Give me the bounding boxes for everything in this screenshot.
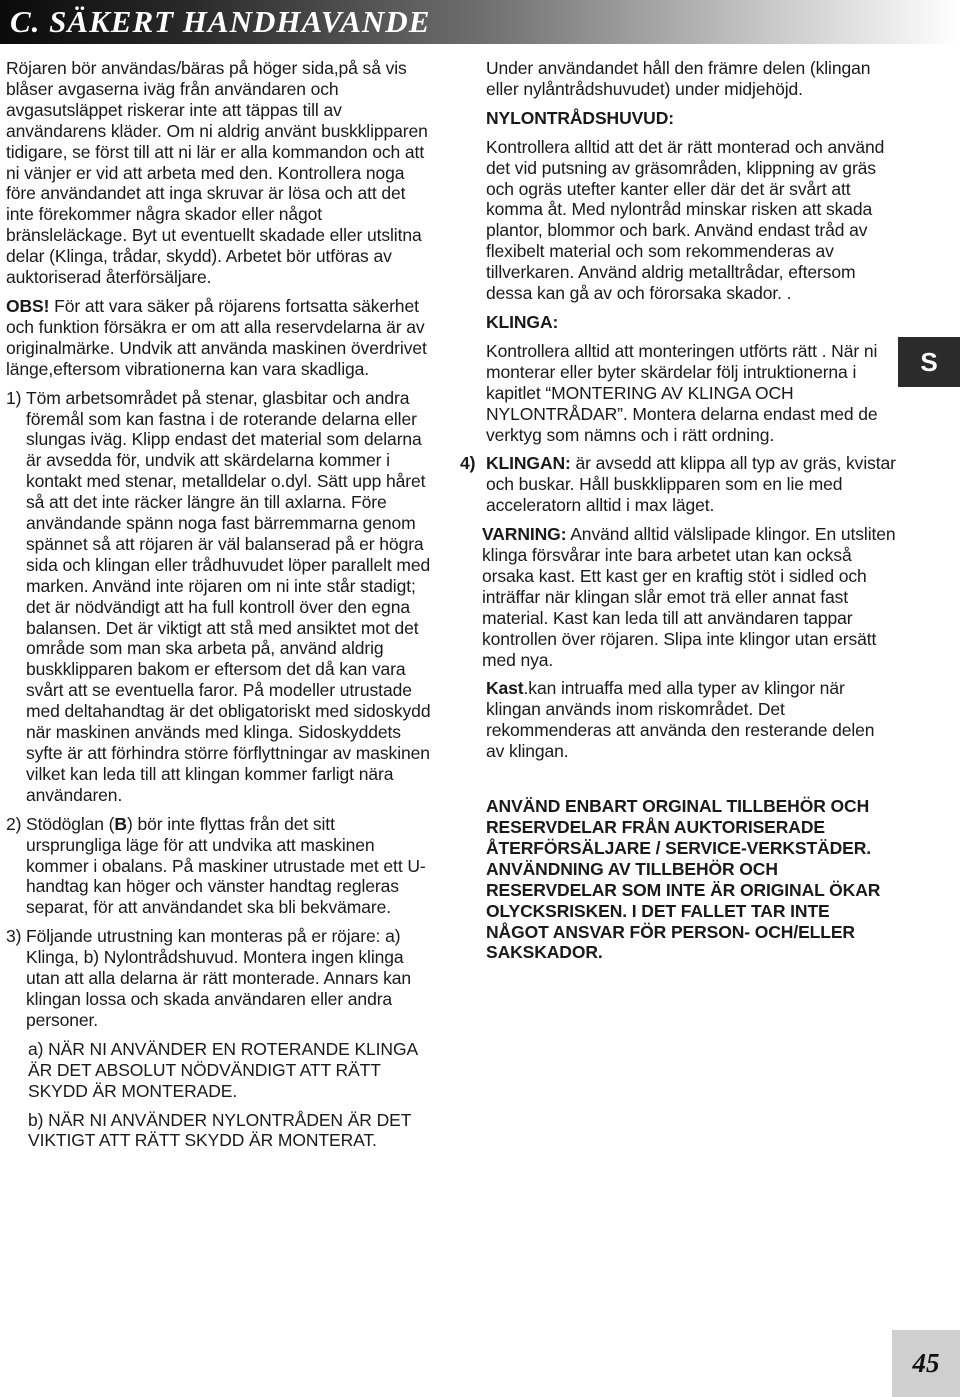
klinga-heading: KLINGA: — [486, 311, 559, 332]
language-tab: S — [898, 337, 960, 387]
list-item-1 — [6, 388, 434, 806]
varning-text: Använd alltid välslipade klingor. En utsliten klinga försvårar inte bara arbetet utan kan också orsaka kast. Ett kast ger en kraftig stöt i sidled och inträffar när klingan slår emot trä eller annat fast material. Kast kan leda till att användaren tappar kontrollen över röjaren. Slipa inte klingor utan ersätt med nya. — [482, 524, 896, 670]
final-warning: ANVÄND ENBART ORGINAL TILLBEHÖR OCH RESERVDELAR FRÅN AUKTORISERADE ÅTERFÖRSÄLJARE / SERVICE-VERKSTÄDER. ANVÄNDNING AV TILLBEHÖR OCH RESERVDELAR SOM INTE ÄR ORIGINAL ÖKAR OLYCKSRISKEN. I DET FALLET TAR INTE NÅGOT ANSVAR FÖR PERSON- OCH/ELLER SAKSKADOR. — [486, 796, 881, 963]
kast-text: .kan intruaffa med alla typer av klingor när klingan används inom riskområdet. Det rekommenderas att använda den resterande delen av klingan. — [486, 678, 875, 762]
left-column — [6, 58, 434, 1159]
obs-label: OBS! — [6, 295, 50, 316]
header-bar — [0, 0, 960, 44]
list-item-4 — [460, 453, 896, 516]
kast-label: Kast — [486, 678, 524, 699]
item2-pre: Stödöglan ( — [26, 813, 115, 834]
list-number: 3) — [6, 926, 22, 947]
nylon-head-heading: NYLONTRÅDSHUVUD: — [486, 107, 674, 128]
nylon-head-text: Kontrollera alltid att det är rätt monterad och använd det vid putsning av gräsområden, klippning av gräs och ogräs utefter kanter eller där det är svårt att komma åt. Med nylontråd minskar risken att skada plantor, blommor och bark. Använd endast tråd av flexibelt material och som rekommenderas av tillverkaren. Använd aldrig metalltrådar, eftersom dessa kan gå av och förorsaka skador. . — [486, 136, 885, 304]
list-item-text: Följande utrustning kan monteras på er röjare: a) Klinga, b) Nylontrådshuvud. Montera ingen klinga utan att alla delarna är rätt monterade. Annars kan klingan lossa och skada användaren eller andra personer. — [26, 926, 412, 1030]
varning-paragraph — [482, 524, 896, 670]
item2-post: ) bör inte flyttas från det sitt ursprungliga läge för att undvika att maskinen kommer i obalans. På maskiner utrustade met ett U-handtag kan höger och vänster handtag regleras separat, för att användandet ska bli bekvämare. — [26, 813, 426, 918]
obs-text: För att vara säker på röjarens fortsatta säkerhet och funktion försäkra er om att alla reservdelarna är av originalmärke. Undvik att använda maskinen överdrivet länge,eftersom vibrationerna kan vara skadliga. — [6, 295, 427, 379]
section-title: C. SÄKERT HANDHAVANDE — [10, 4, 431, 39]
list-number: 2) — [6, 813, 22, 834]
sub-item-b: b) NÄR NI ANVÄNDER NYLONTRÅDEN ÄR DET VIKTIGT ATT RÄTT SKYDD ÄR MONTERAT. — [28, 1109, 411, 1151]
list-item-2 — [6, 814, 434, 919]
varning-label: VARNING: — [482, 524, 567, 545]
item2-bold-b: B — [114, 813, 127, 834]
sub-item-a: a) NÄR NI ANVÄNDER EN ROTERANDE KLINGA ÄR DET ABSOLUT NÖDVÄNDIGT ATT RÄTT SKYDD ÄR MONTERADE. — [28, 1038, 418, 1101]
intro-paragraph: Röjaren bör användas/bäras på höger sida,på så vis blåser avgaserna iväg från användaren och avgasutsläppet riskerar inte att täppas till av användarens kläder. Om ni aldrig använt buskklipparen tidigare, se först till att ni lär er alla kommandon och att ni vänjer er vid att arbeta med den. Kontrollera noga före användandet att inga skruvar är lösa och att det inte förekommer några skador eller något bränsleläckage. Byt ut eventuellt skadade eller utslitna delar (Klinga, trådar, skydd). Arbetet bör utföras av auktoriserad återförsäljare. — [6, 58, 428, 288]
klinga-text: Kontrollera alltid att monteringen utförts rätt . När ni monterar eller byter skärdelar följ intruktionerna i kapitlet “MONTERING AV KLINGA OCH NYLONTRÅDAR”. Montera delarna endast med de verktyg som nämns och i rätt ordning. — [486, 340, 878, 445]
klingan-text: är avsedd att klippa all typ av gräs, kvistar och buskar. Håll buskklipparen som en lie med acceleratorn alltid i max läget. — [486, 453, 896, 516]
list-item-text — [486, 453, 896, 516]
obs-paragraph — [6, 296, 434, 380]
page-number: 45 — [892, 1330, 960, 1397]
list-number: 4) — [460, 453, 476, 474]
list-item-text — [26, 814, 434, 919]
right-column — [460, 58, 896, 963]
list-number: 1) — [6, 387, 22, 408]
kast-paragraph — [486, 678, 896, 762]
klingan-label: KLINGAN: — [486, 453, 571, 474]
list-item-3 — [6, 926, 434, 1031]
list-item-text: Töm arbetsområdet på stenar, glasbitar och andra föremål som kan fastna i de roterande delarna eller slungas iväg. Klipp endast det material som delarna är avsedda för, undvik att skärdelarna kommer i kontakt med stenar, metalldelar o.dyl. Sätt upp håret så att det inte räcker längre än till axlarna. Före användande spänn noga fast bärremmarna genom spännet så att röjaren är väl balanserad på er högra sida och klingan eller trådhuvudet löper parallelt med marken. Använd inte röjaren om ni inte står stadigt; det är nödvändigt att ha full kontroll över den egna balansen. Det är viktigt att stå med ansiktet mot det område som man ska arbeta på, använd aldrig buskklipparen bakom er eftersom det då kan vara svårt att se eventuella faror. På modeller utrustade med deltahandtag är det obligatoriskt med sidoskydd när maskinen används med klinga. Sidoskyddets syfte är att förhindra större förflyttningar av maskinen vilket kan leda till att klingan kommer farligt nära användaren. — [26, 387, 431, 805]
continued-paragraph: Under användandet håll den främre delen (klingan eller nylåntrådshuvudet) under midjehöjd. — [486, 58, 871, 99]
